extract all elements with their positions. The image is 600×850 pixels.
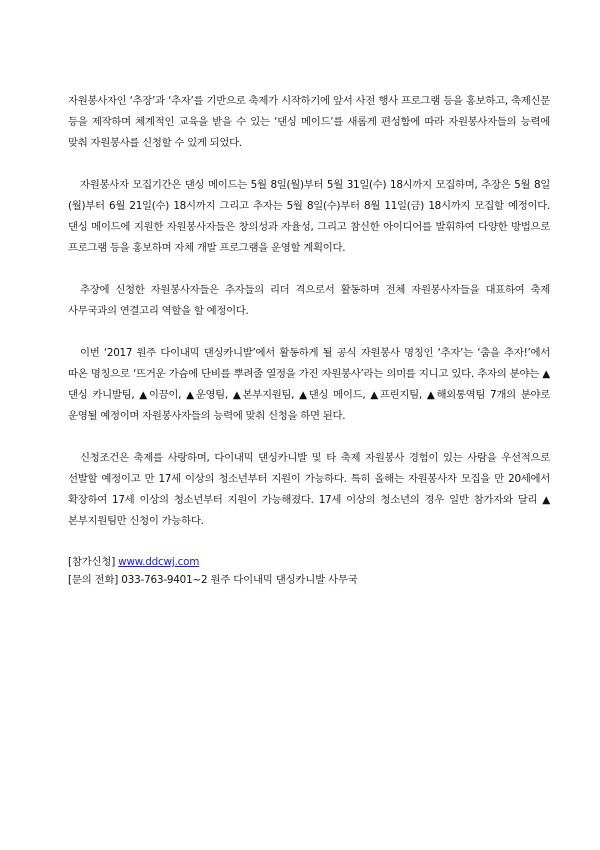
phone-label: [문의 전화] [68, 574, 119, 586]
paragraph-recruitment-period: 자원봉사자 모집기간은 댄싱 메이드는 5월 8일(월)부터 5월 31일(수) 18시까지 모집하며, 추장은 5월 8일(월)부터 6월 21일(수) 18시까지 그리고 추자는 5월 8일(수)부터 8월 11일(금) 18시까지 모집할 예정이다. 댄싱 메이드에 지원한 자원봉사자들은 창의성과 자율성, 그리고 참신한 아이디어를 발휘하여 다양한 방법으로 프로그램 등을 홍보하며 자체 개발 프로그램을 운영할 계획이다. [68, 179, 550, 254]
paragraph-spacer [68, 322, 550, 343]
apply-line [68, 553, 550, 571]
document-body [68, 91, 550, 589]
paragraph-volunteer-intro: 자원봉사자인 ‘추장’과 ‘추자’를 기반으로 축제가 시작하기에 앞서 사전 행사 프로그램 등을 홍보하고, 축제신문 등을 제작하며 체계적인 교육을 받을 수 있는 ‘댄싱 메이드’를 새롭게 편성함에 따라 자원봉사자들의 능력에 맞춰 자원봉사를 신청할 수 있게 되었다. [68, 95, 550, 149]
paragraph-eligibility: 신청조건은 축제를 사랑하며, 다이내믹 댄싱카니발 및 타 축제 자원봉사 경험이 있는 사람을 우선적으로 선발할 예정이고 만 17세 이상의 청소년부터 지원이 가능하다. 특히 올해는 자원봉사자 모집을 만 20세에서 확장하여 17세 이상의 청소년부터 지원이 가능해졌다. 17세 이상의 청소년의 경우 일반 참가자와 달리 ▲본부지원팀만 신청이 가능하다. [68, 452, 550, 527]
paragraph-chief-role: 추장에 신청한 자원봉사자들은 추자들의 리더 격으로서 활동하며 전체 자원봉사자들을 대표하여 축제 사무국과의 연결고리 역할을 할 예정이다. [68, 284, 550, 317]
apply-link[interactable]: www.ddcwj.com [118, 556, 200, 568]
phone-line [68, 571, 550, 589]
paragraph-spacer [68, 427, 550, 448]
paragraph-spacer [68, 259, 550, 280]
paragraph-chuja-meaning: 이번 ‘2017 원주 다이내믹 댄싱카니발’에서 활동하게 될 공식 자원봉사 명칭인 ‘추자’는 ‘춤을 추자!’에서 따온 명칭으로 ‘뜨거운 가슴에 단비를 뿌려줄 열정을 가진 자원봉사’라는 의미를 지니고 있다. 추자의 분야는 ▲댄싱 카니발팀, ▲이끔이, ▲운영팀, ▲본부지원팀, ▲댄싱 메이드, ▲프린지팀, ▲해외통역팀 7개의 분야로 운영될 예정이며 자원봉사자들의 능력에 맞춰 신청을 하면 된다. [68, 347, 550, 422]
apply-label: [참가신청] [68, 556, 116, 568]
phone-text: 033-763-9401~2 원주 다이내믹 댄싱카니발 사무국 [121, 574, 358, 586]
paragraph-spacer [68, 154, 550, 175]
paragraph-spacer [68, 532, 550, 553]
